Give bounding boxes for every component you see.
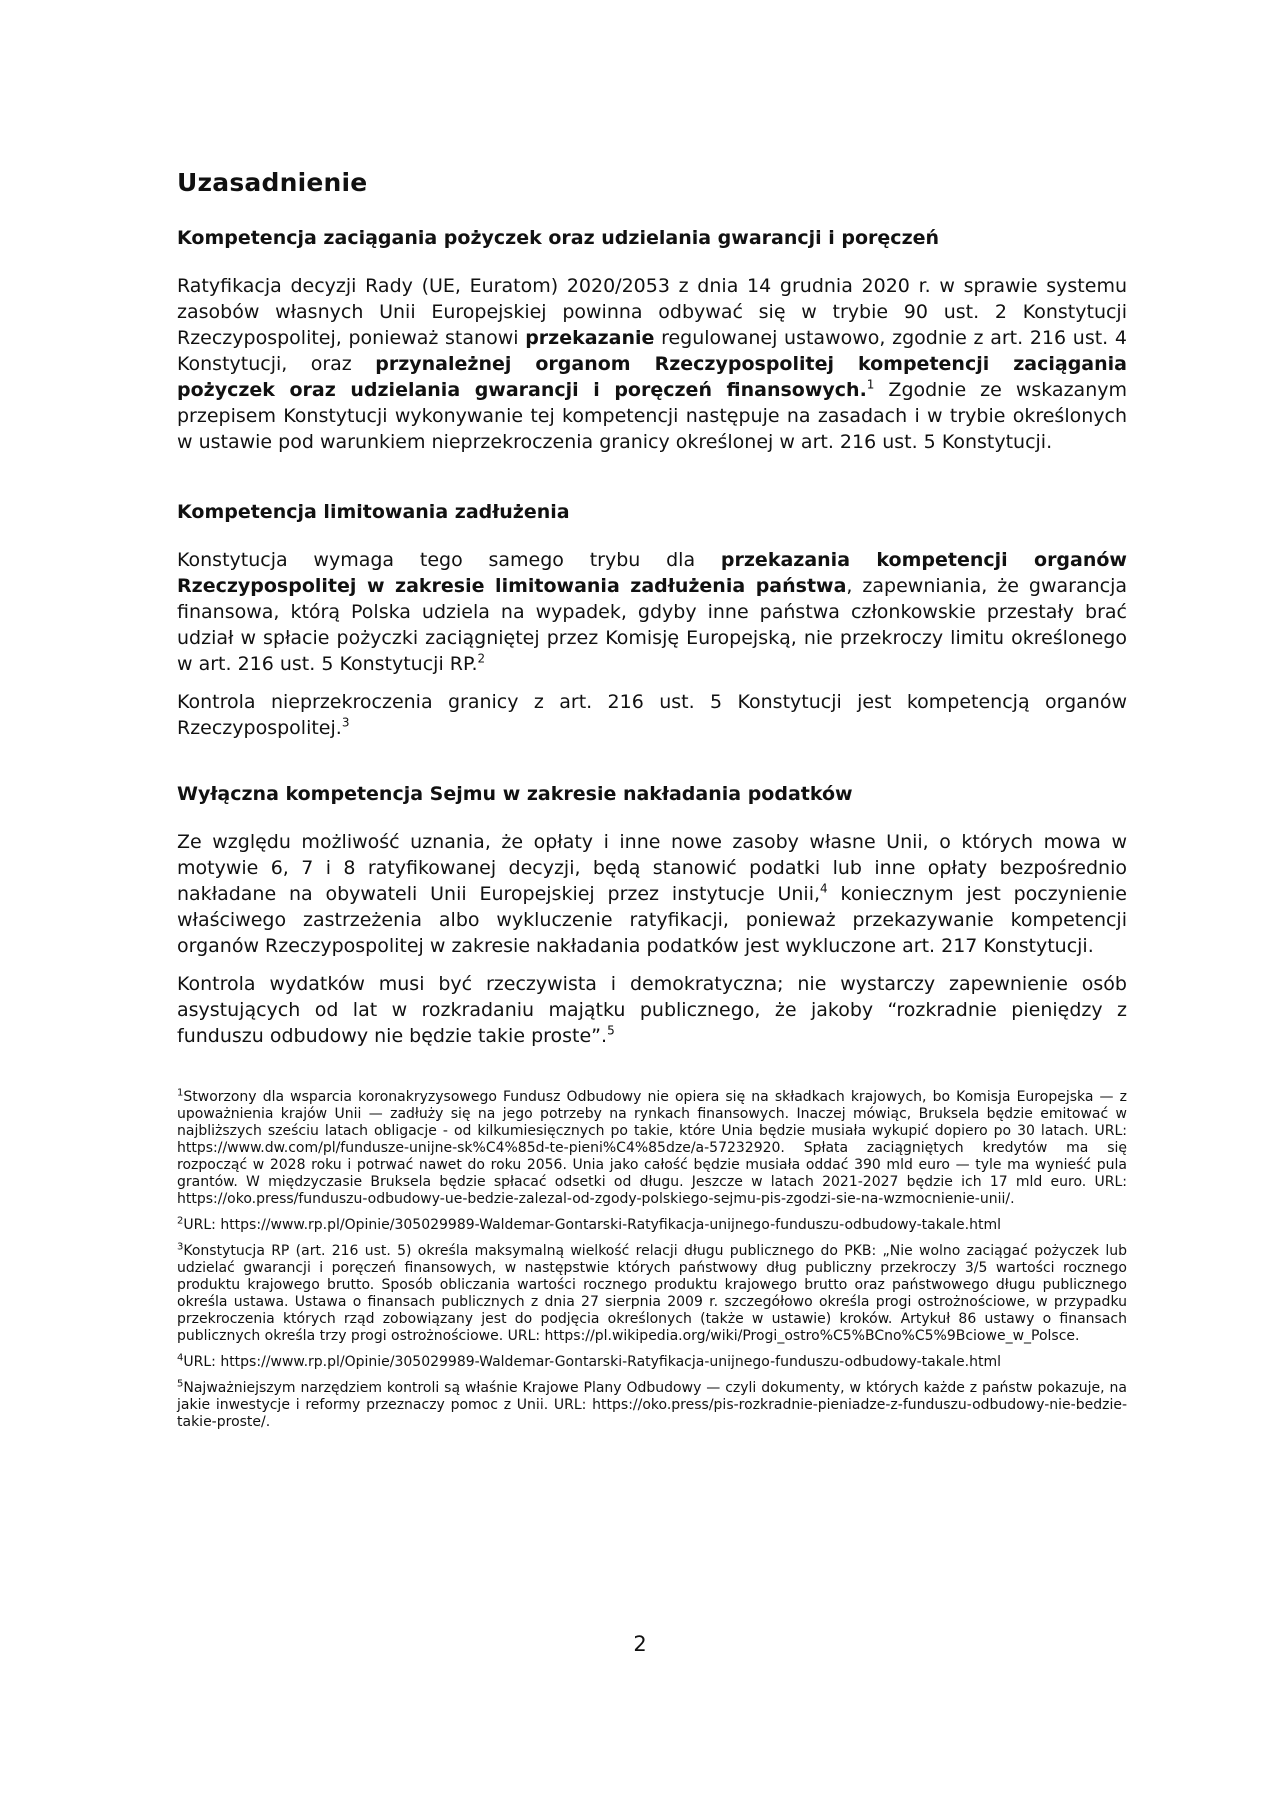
- footnote: [177, 1217, 1127, 1234]
- section-borrowing-competence: [177, 227, 1127, 455]
- footnotes: [177, 1089, 1127, 1431]
- footnote-text: Stworzony dla wsparcia koronakryzysowego Fundusz Odbudowy nie opiera się na składkach krajowych, bo Komisja Europejska — z upoważnienia krajów Unii — zadłuży się na jego potrzeby na rynkach finansowych. Inaczej mówiąc, Bruksela będzie emitować w najbliższych sześciu latach obligacje - od kilkumiesięcznych po takie, które Unia będzie musiała wykupić dopiero po 30 latach. URL: https://www.dw.com/pl/fundusze-unijne-sk%C4%85d-te-pieni%C4%85dze/a-57232920. Spłata zaciągniętych kredytów ma się rozpocząć w 2028 roku i potrwać nawet do roku 2056. Unia jako całość będzie musiała oddać 390 mld euro — tyle ma wynieść pula grantów. W międzyczasie Bruksela będzie spłacać odsetki od długu. Jeszcze w latach 2021-2027 będzie ich 17 mld euro. URL: https://oko.press/funduszu-odbudowy-ue-bedzie-zalezal-od-zgody-polskiego-sejmu-pis-zgodzi-sie-na-wzmocnienie-unii/.: [177, 1089, 1127, 1207]
- footnote-ref[interactable]: 1: [866, 377, 875, 392]
- footnote-number: 1: [177, 1087, 184, 1099]
- bold-text-run: przekazania kompetencji organów Rzeczypospolitej w zakresie limitowania zadłużenia państwa: [177, 549, 1127, 597]
- footnote-ref[interactable]: 4: [820, 881, 828, 896]
- footnote-text: Konstytucja RP (art. 216 ust. 5) określa maksymalną wielkość relacji długu publicznego do PKB: „Nie wolno zaciągać pożyczek lub udzielać gwarancji i poręczeń finansowych, w następstwie których państwowy dług publiczny przekroczy 3/5 wartości rocznego produktu krajowego brutto. Sposób obliczania wartości rocznego produktu krajowego brutto oraz państwowego długu publicznego określa ustawa. Ustawa o finansach publicznych z dnia 27 sierpnia 2009 r. szczegółowo określa progi ostrożnościowe, w przypadku przekroczenia których rząd zobowiązany jest do podjęcia określonych (także w ustawie) kroków. Artykuł 86 ustawy o finansach publicznych określa trzy progi ostrożnościowe. URL: https://pl.wikipedia.org/wiki/Progi_ostro%C5%BCno%C5%9Bciowe_w_Polsce.: [177, 1243, 1127, 1344]
- text-run: , zapewniania, że gwarancja finansowa, którą Polska udziela na wypadek, gdyby inne państwa członkowskie przestały brać udział w spłacie pożyczki zaciągniętej przez Komisję Europejską, nie przekroczy limitu określonego w art. 216 ust. 5 Konstytucji RP.: [177, 575, 1127, 675]
- paragraph: [177, 273, 1127, 455]
- text-run: Ze względu możliwość uznania, że opłaty i inne nowe zasoby własne Unii, o których mowa w motywie 6, 7 i 8 ratyfikowanej decyzji, będą stanowić podatki lub inne opłaty bezpośrednio nakładane na obywateli Unii Europejskiej przez instytucje Unii,: [177, 831, 1127, 905]
- footnote: [177, 1243, 1127, 1345]
- bold-text-run: przekazanie: [525, 327, 655, 349]
- text-run: koniecznym jest poczynienie właściwego zastrzeżenia albo wykluczenie ratyfikacji, ponieważ przekazywanie kompetencji organów Rzeczypospolitej w zakresie nakładania podatków jest wykluczone art. 217 Konstytucji.: [177, 883, 1127, 957]
- footnote-text: URL: https://www.rp.pl/Opinie/305029989-Waldemar-Gontarski-Ratyfikacja-unijnego-funduszu-odbudowy-takale.html: [183, 1354, 1001, 1370]
- section-debt-limit-competence: [177, 501, 1127, 741]
- text-run: Kontrola nieprzekroczenia granicy z art. 216 ust. 5 Konstytucji jest kompetencją organów Rzeczypospolitej.: [177, 691, 1127, 739]
- page-content: [177, 160, 1127, 1440]
- section-tax-competence: [177, 783, 1127, 1049]
- paragraph: [177, 547, 1127, 677]
- section-heading: Kompetencja limitowania zadłużenia: [177, 501, 570, 523]
- footnote-number: 2: [177, 1215, 184, 1227]
- section-heading: Kompetencja zaciągania pożyczek oraz udzielania gwarancji i poręczeń: [177, 227, 940, 249]
- paragraph: [177, 829, 1127, 959]
- footnote-ref[interactable]: 5: [607, 1023, 615, 1038]
- footnote: [177, 1380, 1127, 1431]
- paragraph: [177, 971, 1127, 1049]
- footnote-text: Najważniejszym narzędziem kontroli są właśnie Krajowe Plany Odbudowy — czyli dokumenty, w których każde z państw pokazuje, na jakie inwestycje i reformy przeznaczy pomoc z Unii. URL: https://oko.press/pis-rozkradnie-pieniadze-z-funduszu-odbudowy-nie-bedzie-takie-proste/.: [177, 1380, 1127, 1430]
- footnote-number: 3: [177, 1241, 184, 1253]
- text-run: Konstytucja wymaga tego samego trybu dla: [177, 549, 721, 571]
- footnote-ref[interactable]: 3: [341, 715, 350, 730]
- footnote-ref[interactable]: 2: [477, 651, 486, 666]
- footnote-text: URL: https://www.rp.pl/Opinie/305029989-Waldemar-Gontarski-Ratyfikacja-unijnego-funduszu-odbudowy-takale.html: [183, 1217, 1001, 1233]
- text-run: Zgodnie ze wskazanym przepisem Konstytucji wykonywanie tej kompetencji następuje na zasadach i w trybie określonych w ustawie pod warunkiem nieprzekroczenia granicy określonej w art. 216 ust. 5 Konstytucji.: [177, 379, 1127, 453]
- section-heading: Wyłączna kompetencja Sejmu w zakresie nakładania podatków: [177, 783, 853, 805]
- page-number: 2: [633, 1632, 647, 1656]
- text-run: Kontrola wydatków musi być rzeczywista i demokratyczna; nie wystarczy zapewnienie osób asystujących od lat w rozkradaniu majątku publicznego, że jakoby “rozkradnie pieniędzy z funduszu odbudowy nie będzie takie proste”.: [177, 973, 1127, 1047]
- footnote-number: 4: [177, 1352, 184, 1364]
- document-title: Uzasadnienie: [177, 168, 368, 197]
- footnote: [177, 1089, 1127, 1208]
- bold-text-run: przynależnej organom Rzeczypospolitej kompetencji zaciągania pożyczek oraz udzielania gwarancji i poręczeń finansowych.: [177, 353, 1127, 401]
- footnote-number: 5: [177, 1378, 184, 1390]
- footnote: [177, 1354, 1127, 1371]
- text-run: Ratyfikacja decyzji Rady (UE, Euratom) 2020/2053 z dnia 14 grudnia 2020 r. w sprawie systemu zasobów własnych Unii Europejskiej powinna odbywać się w trybie 90 ust. 2 Konstytucji Rzeczypospolitej, ponieważ stanowi: [177, 275, 1127, 349]
- text-run: regulowanej ustawowo, zgodnie z art. 216 ust. 4 Konstytucji, oraz: [177, 327, 1127, 375]
- paragraph: [177, 689, 1127, 741]
